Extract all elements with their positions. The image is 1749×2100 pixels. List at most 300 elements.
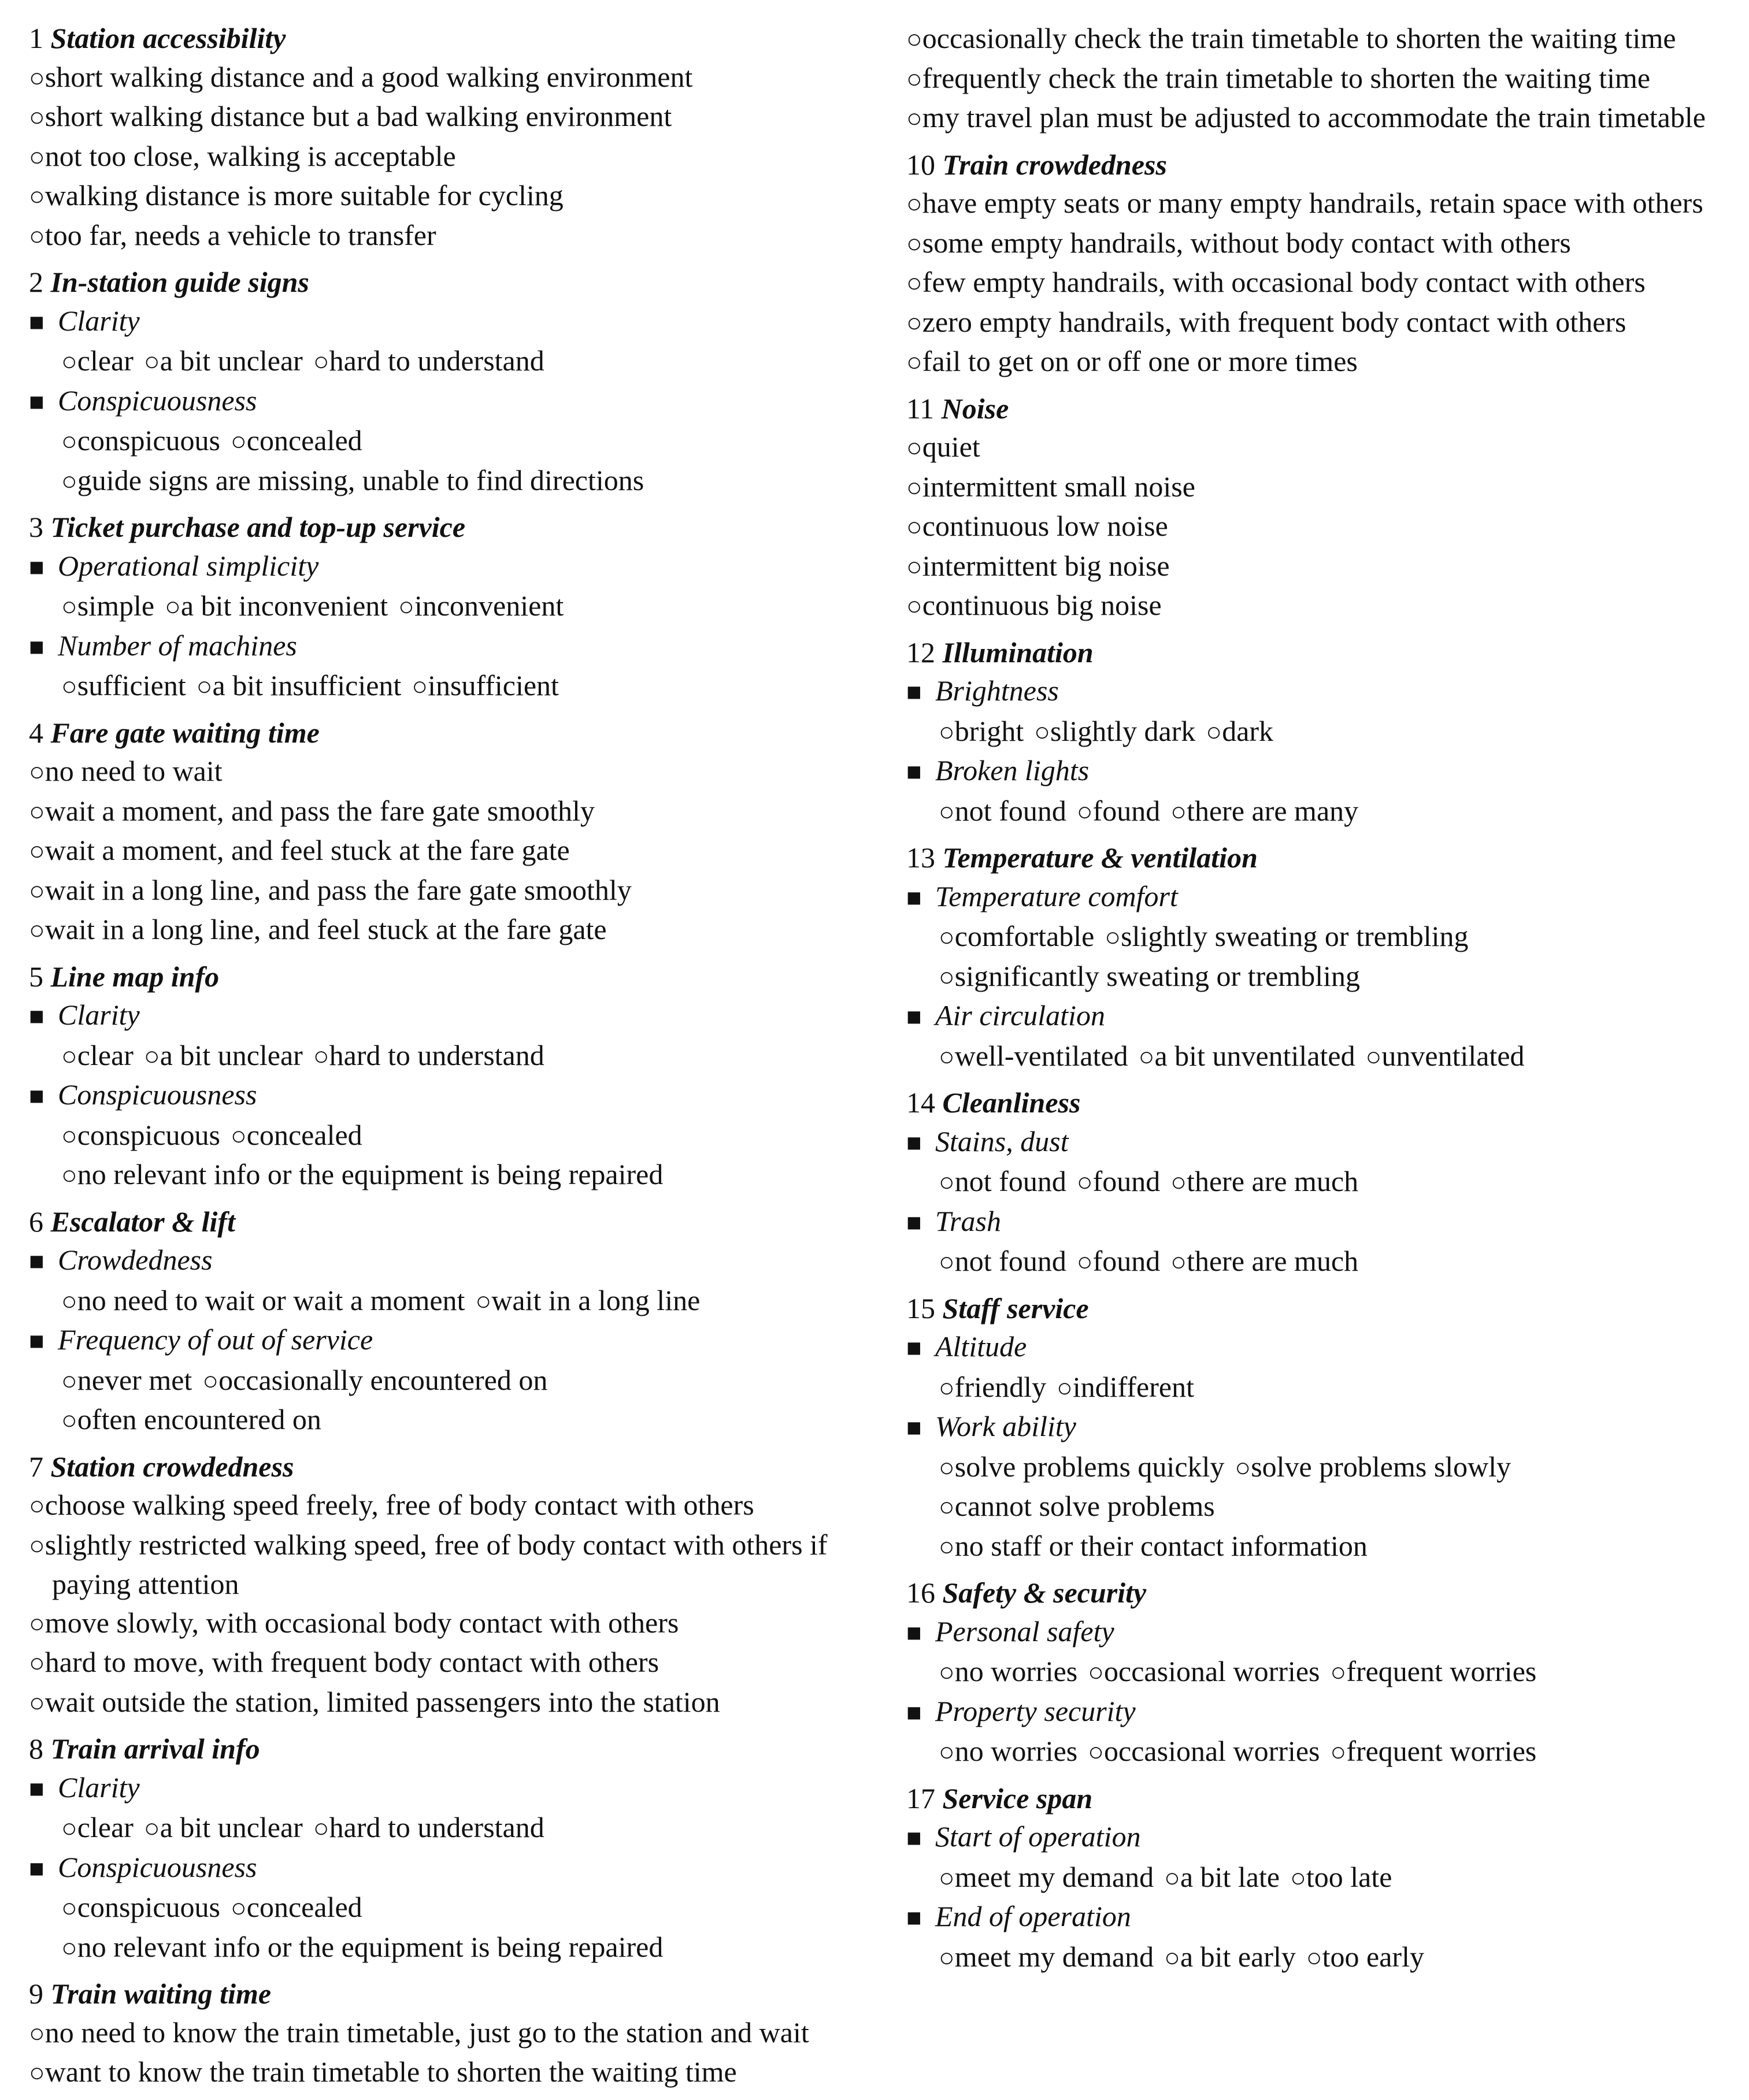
option-a-bit-unventilated[interactable] (1139, 1040, 1355, 1072)
question-header (29, 1730, 896, 1768)
radio-circle-icon[interactable]: ○ (1164, 1942, 1180, 1972)
option-label: meet my demand (954, 1940, 1154, 1973)
radio-circle-icon[interactable]: ○ (61, 466, 77, 496)
option-label: a bit inconvenient (180, 589, 388, 622)
option-wait-in-a-long-line-and-pass-the-fare-ga[interactable] (29, 871, 896, 911)
radio-circle-icon[interactable]: ○ (1170, 1247, 1187, 1277)
option-label: often encountered on (77, 1403, 321, 1435)
radio-circle-icon[interactable]: ○ (906, 433, 922, 462)
option-label: clear (77, 1038, 134, 1071)
subitem-label: Frequency of out of service (58, 1323, 373, 1356)
radio-circle-icon[interactable]: ○ (939, 1737, 955, 1767)
radio-circle-icon[interactable]: ○ (906, 307, 922, 337)
option-label: never met (77, 1363, 192, 1396)
option-conspicuous[interactable] (61, 1119, 220, 1151)
option-clear[interactable] (61, 1811, 134, 1843)
radio-circle-icon[interactable]: ○ (29, 1530, 45, 1560)
radio-circle-icon[interactable]: ○ (906, 103, 922, 133)
option-label: hard to understand (329, 1811, 544, 1843)
square-bullet-icon: ■ (29, 1082, 45, 1110)
option-not-too-close-walking-is-acceptable[interactable] (29, 137, 896, 177)
subitem-conspicuousness (29, 1848, 896, 1888)
option-label: occasionally encountered on (218, 1363, 548, 1396)
option-solve-problems-slowly[interactable] (1235, 1450, 1511, 1483)
radio-circle-icon[interactable]: ○ (939, 1492, 955, 1522)
option-found[interactable] (1077, 1165, 1160, 1197)
radio-circle-icon[interactable]: ○ (61, 426, 77, 456)
option-friendly[interactable] (939, 1371, 1046, 1403)
radio-circle-icon[interactable]: ○ (1076, 1167, 1093, 1197)
radio-circle-icon[interactable]: ○ (29, 836, 45, 866)
option-there-are-much[interactable] (1170, 1245, 1358, 1277)
option-there-are-many[interactable] (1170, 795, 1358, 827)
option-wait-outside-the-station-limited-passeng[interactable] (29, 1683, 896, 1723)
radio-circle-icon[interactable]: ○ (1164, 1862, 1180, 1893)
radio-circle-icon[interactable]: ○ (29, 1687, 45, 1717)
radio-circle-icon[interactable]: ○ (196, 671, 213, 701)
question-header (29, 508, 896, 547)
option-cannot-solve-problems[interactable] (939, 1490, 1215, 1522)
radio-circle-icon[interactable]: ○ (29, 875, 45, 906)
option-often-encountered-on[interactable] (61, 1403, 321, 1435)
option-wait-a-moment-and-pass-the-fare-gate-smo[interactable] (29, 792, 896, 832)
option-hard-to-understand[interactable] (313, 1039, 544, 1071)
radio-circle-icon[interactable]: ○ (143, 347, 160, 376)
option-clear[interactable] (61, 1039, 134, 1071)
option-hard-to-understand[interactable] (313, 1811, 544, 1843)
question-9 (29, 1975, 896, 2092)
radio-circle-icon[interactable]: ○ (61, 1286, 77, 1316)
option-label: hard to understand (329, 344, 544, 377)
radio-circle-icon[interactable]: ○ (143, 1041, 160, 1071)
option-no-relevant-info-or-the-equipment-is-bei[interactable] (61, 1931, 663, 1963)
option-no-worries[interactable] (939, 1735, 1077, 1767)
radio-circle-icon[interactable]: ○ (906, 268, 922, 298)
radio-circle-icon[interactable]: ○ (906, 347, 922, 377)
option-wait-in-a-long-line[interactable] (475, 1284, 700, 1316)
square-bullet-icon: ■ (29, 1854, 45, 1883)
radio-circle-icon[interactable]: ○ (29, 757, 45, 786)
option-found[interactable] (1077, 795, 1160, 827)
option-row (906, 792, 1739, 832)
option-no-need-to-know-the-train-timetable-just[interactable] (29, 2013, 896, 2053)
option-indifferent[interactable] (1057, 1371, 1194, 1403)
option-wait-a-moment-and-feel-stuck-at-the-fare[interactable] (29, 831, 896, 871)
question-number: 15 (906, 1292, 935, 1324)
radio-circle-icon[interactable]: ○ (231, 1121, 247, 1151)
option-row (29, 1155, 896, 1195)
radio-circle-icon[interactable]: ○ (1170, 1167, 1187, 1197)
question-15 (906, 1289, 1739, 1567)
option-clear[interactable] (61, 344, 134, 377)
radio-circle-icon[interactable]: ○ (29, 1648, 45, 1678)
subitem-label: Broken lights (935, 754, 1090, 786)
option-hard-to-move-with-frequent-body-contact-[interactable] (29, 1643, 896, 1683)
question-title: Train crowdedness (942, 148, 1167, 181)
option-label: no worries (954, 1655, 1078, 1687)
radio-circle-icon[interactable]: ○ (313, 1813, 329, 1843)
option-comfortable[interactable] (939, 920, 1094, 952)
radio-circle-icon[interactable]: ○ (61, 1893, 77, 1923)
radio-circle-icon[interactable]: ○ (1088, 1657, 1105, 1687)
option-meet-my-demand[interactable] (939, 1941, 1154, 1973)
option-label: move slowly, with occasional body contact with others (45, 1606, 679, 1639)
radio-circle-icon[interactable]: ○ (29, 796, 45, 826)
option-label: concealed (246, 424, 362, 457)
option-row (906, 1368, 1739, 1408)
radio-circle-icon[interactable]: ○ (939, 1452, 955, 1482)
option-continuous-big-noise[interactable] (906, 586, 1739, 626)
radio-circle-icon[interactable]: ○ (29, 102, 45, 132)
question-header (906, 1084, 1739, 1122)
radio-circle-icon[interactable]: ○ (1170, 796, 1187, 826)
option-label: occasional worries (1104, 1655, 1320, 1687)
option-a-bit-late[interactable] (1164, 1861, 1280, 1893)
subitem-brightness (906, 671, 1739, 712)
radio-circle-icon[interactable]: ○ (231, 426, 247, 456)
option-label: conspicuous (77, 424, 220, 457)
radio-circle-icon[interactable]: ○ (412, 671, 428, 701)
option-label: solve problems quickly (954, 1450, 1225, 1483)
radio-circle-icon[interactable]: ○ (313, 1041, 329, 1071)
question-8 (29, 1730, 896, 1967)
option-never-met[interactable] (61, 1364, 192, 1396)
option-intermittent-small-noise[interactable] (906, 468, 1739, 507)
radio-circle-icon[interactable]: ○ (1330, 1737, 1347, 1767)
option-label: concealed (246, 1891, 362, 1923)
option-have-empty-seats-or-many-empty-handrails[interactable] (906, 184, 1739, 224)
radio-circle-icon[interactable]: ○ (906, 512, 922, 541)
option-dark[interactable] (1206, 715, 1273, 747)
subitem-clarity (29, 302, 896, 342)
option-some-empty-handrails-without-body-contac[interactable] (906, 224, 1739, 264)
radio-circle-icon[interactable]: ○ (1088, 1737, 1105, 1767)
option-label: there are many (1187, 794, 1359, 827)
option-choose-walking-speed-freely-free-of-body[interactable] (29, 1486, 896, 1526)
question-header (906, 1779, 1739, 1818)
radio-circle-icon[interactable]: ○ (1138, 1041, 1155, 1071)
option-row (29, 1116, 896, 1156)
option-short-walking-distance-and-a-good-walkin[interactable] (29, 58, 896, 98)
option-continuous-low-noise[interactable] (906, 507, 1739, 547)
radio-circle-icon[interactable]: ○ (906, 228, 922, 258)
radio-circle-icon[interactable]: ○ (61, 1041, 77, 1071)
question-title: Fare gate waiting time (50, 716, 320, 749)
option-label: solve problems slowly (1251, 1450, 1511, 1483)
subitem-label: Clarity (58, 304, 140, 337)
option-no-need-to-wait-or-wait-a-moment[interactable] (61, 1284, 465, 1316)
option-label: have empty seats or many empty handrails, retain space with others (922, 187, 1703, 219)
question-number: 14 (906, 1086, 935, 1119)
option-significantly-sweating-or-trembling[interactable] (939, 960, 1360, 992)
option-row (29, 342, 896, 381)
option-conspicuous[interactable] (61, 424, 220, 457)
subitem-conspicuousness (29, 381, 896, 422)
square-bullet-icon: ■ (906, 758, 922, 786)
radio-circle-icon[interactable]: ○ (939, 922, 955, 952)
option-found[interactable] (1077, 1245, 1160, 1277)
question-header (29, 19, 896, 58)
radio-circle-icon[interactable]: ○ (939, 796, 955, 826)
option-bright[interactable] (939, 715, 1024, 747)
option-walking-distance-is-more-suitable-for-cy[interactable] (29, 176, 896, 216)
option-label: short walking distance but a bad walking environment (45, 100, 672, 132)
option-conspicuous[interactable] (61, 1891, 220, 1923)
option-label: choose walking speed freely, free of body contact with others (45, 1489, 754, 1521)
option-too-early[interactable] (1306, 1941, 1424, 1973)
radio-circle-icon[interactable]: ○ (29, 2018, 45, 2048)
subitem-clarity (29, 1768, 896, 1809)
question-title: Temperature & ventilation (942, 841, 1258, 874)
option-slightly-dark[interactable] (1034, 715, 1195, 747)
radio-circle-icon[interactable]: ○ (61, 1813, 77, 1843)
option-label: no staff or their contact information (954, 1529, 1368, 1562)
option-move-slowly-with-occasional-body-contact[interactable] (29, 1604, 896, 1643)
option-label: frequently check the train timetable to shorten the waiting time (922, 61, 1651, 94)
question-title: Station crowdedness (50, 1450, 294, 1483)
radio-circle-icon[interactable]: ○ (1235, 1452, 1251, 1482)
question-16 (906, 1574, 1739, 1772)
option-label: comfortable (954, 920, 1095, 952)
radio-circle-icon[interactable]: ○ (29, 1491, 45, 1520)
radio-circle-icon[interactable]: ○ (906, 551, 922, 581)
option-no-need-to-wait[interactable] (29, 752, 896, 792)
option-row (29, 461, 896, 501)
option-too-late[interactable] (1290, 1861, 1392, 1893)
option-fail-to-get-on-or-off-one-or-more-times[interactable] (906, 342, 1739, 382)
option-unventilated[interactable] (1366, 1040, 1525, 1072)
question-header (29, 714, 896, 752)
right-column (906, 19, 1739, 1984)
option-occasional-worries[interactable] (1088, 1735, 1320, 1767)
radio-circle-icon[interactable]: ○ (165, 592, 181, 621)
radio-circle-icon[interactable]: ○ (61, 592, 77, 621)
option-insufficient[interactable] (412, 669, 559, 702)
option-a-bit-inconvenient[interactable] (165, 589, 388, 622)
option-label: a bit insufficient (212, 669, 402, 702)
option-a-bit-unclear[interactable] (144, 344, 303, 377)
option-label: occasionally check the train timetable to shorten the waiting time (922, 22, 1676, 54)
radio-circle-icon[interactable]: ○ (939, 717, 955, 747)
question-title: Service span (942, 1782, 1093, 1815)
question-title: Ticket purchase and top-up service (50, 511, 466, 543)
subitem-start-of-operation (906, 1817, 1739, 1858)
subitem-label: Stains, dust (935, 1125, 1069, 1157)
radio-circle-icon[interactable]: ○ (143, 1813, 160, 1843)
option-too-far-needs-a-vehicle-to-transfer[interactable] (29, 216, 896, 256)
question-number: 4 (29, 716, 43, 749)
option-solve-problems-quickly[interactable] (939, 1450, 1224, 1483)
option-row (29, 1036, 896, 1076)
radio-circle-icon[interactable]: ○ (61, 1405, 77, 1435)
radio-circle-icon[interactable]: ○ (29, 915, 45, 945)
option-no-worries[interactable] (939, 1655, 1077, 1687)
radio-circle-icon[interactable]: ○ (1206, 717, 1222, 747)
option-a-bit-insufficient[interactable] (197, 669, 402, 702)
radio-circle-icon[interactable]: ○ (61, 1160, 77, 1190)
option-a-bit-unclear[interactable] (144, 1039, 303, 1071)
option-concealed[interactable] (231, 1119, 362, 1151)
radio-circle-icon[interactable]: ○ (1076, 796, 1093, 826)
radio-circle-icon[interactable]: ○ (1076, 1247, 1093, 1277)
option-there-are-much[interactable] (1170, 1165, 1358, 1197)
option-hard-to-understand[interactable] (313, 344, 544, 377)
radio-circle-icon[interactable]: ○ (939, 1167, 955, 1197)
radio-circle-icon[interactable]: ○ (1330, 1657, 1347, 1687)
radio-circle-icon[interactable]: ○ (29, 221, 45, 251)
option-my-travel-plan-must-be-adjusted-to-accom[interactable] (906, 98, 1739, 138)
radio-circle-icon[interactable]: ○ (1365, 1041, 1382, 1071)
question-number: 3 (29, 511, 43, 543)
radio-circle-icon[interactable]: ○ (61, 1121, 77, 1151)
option-sufficient[interactable] (61, 669, 186, 702)
option-no-staff-or-their-contact-information[interactable] (939, 1530, 1368, 1562)
option-occasional-worries[interactable] (1088, 1655, 1320, 1687)
option-guide-signs-are-missing-unable-to-find-d[interactable] (61, 464, 644, 496)
radio-circle-icon[interactable]: ○ (1034, 717, 1051, 747)
option-label: want to know the train timetable to shorten the waiting time (45, 2056, 737, 2088)
option-label: no need to wait or wait a moment (77, 1283, 465, 1316)
option-wait-in-a-long-line-and-feel-stuck-at-th[interactable] (29, 910, 896, 950)
subitem-label: Number of machines (58, 629, 297, 662)
option-want-to-know-the-train-timetable-to-shor[interactable] (29, 2053, 896, 2092)
option-occasionally-encountered-on[interactable] (202, 1364, 547, 1396)
option-concealed[interactable] (231, 424, 362, 457)
square-bullet-icon: ■ (29, 1327, 45, 1355)
option-not-found[interactable] (939, 795, 1066, 827)
square-bullet-icon: ■ (906, 1618, 922, 1647)
radio-circle-icon[interactable]: ○ (61, 347, 77, 376)
radio-circle-icon[interactable]: ○ (939, 1657, 955, 1687)
radio-circle-icon[interactable]: ○ (475, 1286, 492, 1316)
option-label: found (1092, 1245, 1161, 1277)
subitem-end-of-operation (906, 1897, 1739, 1938)
radio-circle-icon[interactable]: ○ (61, 671, 77, 701)
option-frequently-check-the-train-timetable-to-[interactable] (906, 59, 1739, 99)
radio-circle-icon[interactable]: ○ (906, 591, 922, 621)
radio-circle-icon[interactable]: ○ (202, 1366, 219, 1396)
radio-circle-icon[interactable]: ○ (939, 1041, 955, 1071)
radio-circle-icon[interactable]: ○ (939, 1942, 955, 1972)
option-label: some empty handrails, without body contact with others (922, 226, 1571, 259)
option-label: no need to know the train timetable, just go to the station and wait (45, 2016, 809, 2049)
radio-circle-icon[interactable]: ○ (61, 1932, 77, 1962)
radio-circle-icon[interactable]: ○ (906, 24, 922, 54)
question-number: 10 (906, 148, 935, 181)
question-header (29, 958, 896, 996)
option-a-bit-early[interactable] (1164, 1941, 1296, 1973)
option-zero-empty-handrails-with-frequent-body-[interactable] (906, 303, 1739, 343)
option-label: hard to move, with frequent body contact with others (45, 1646, 659, 1678)
radio-circle-icon[interactable]: ○ (231, 1893, 247, 1923)
option-label: not found (954, 1245, 1066, 1277)
radio-circle-icon[interactable]: ○ (1290, 1862, 1306, 1893)
question-title: Illumination (942, 636, 1094, 669)
option-not-found[interactable] (939, 1165, 1066, 1197)
option-label: conspicuous (77, 1891, 220, 1923)
option-row (29, 1361, 896, 1401)
radio-circle-icon[interactable]: ○ (939, 1372, 955, 1403)
option-concealed[interactable] (231, 1891, 362, 1923)
option-row (29, 1808, 896, 1848)
option-label: quiet (922, 431, 980, 463)
question-header (29, 263, 896, 302)
radio-circle-icon[interactable]: ○ (939, 1862, 955, 1893)
radio-circle-icon[interactable]: ○ (1105, 922, 1121, 952)
option-row (29, 587, 896, 626)
question-10 (906, 146, 1739, 382)
option-simple[interactable] (61, 589, 154, 622)
option-label: clear (77, 344, 134, 377)
question-header (906, 633, 1739, 672)
question-number: 2 (29, 266, 43, 298)
option-label: sufficient (77, 669, 186, 702)
option-label: a bit unclear (160, 1038, 303, 1071)
option-slightly-restricted-walking-speed-free-o[interactable] (29, 1526, 896, 1604)
subitem-label: Clarity (58, 1771, 140, 1804)
option-intermittent-big-noise[interactable] (906, 547, 1739, 587)
option-label: continuous low noise (922, 510, 1168, 542)
question-number: 9 (29, 1977, 43, 2010)
question-number: 8 (29, 1732, 43, 1765)
radio-circle-icon[interactable]: ○ (939, 962, 955, 992)
option-occasionally-check-the-train-timetable-t[interactable] (906, 19, 1739, 59)
subitem-label: Property security (935, 1694, 1136, 1727)
radio-circle-icon[interactable]: ○ (398, 592, 414, 621)
radio-circle-icon[interactable]: ○ (29, 1608, 45, 1638)
option-short-walking-distance-but-a-bad-walking[interactable] (29, 97, 896, 137)
option-label: my travel plan must be adjusted to accommodate the train timetable (922, 101, 1706, 133)
radio-circle-icon[interactable]: ○ (1306, 1942, 1322, 1972)
radio-circle-icon[interactable]: ○ (29, 181, 45, 211)
radio-circle-icon[interactable]: ○ (29, 2058, 45, 2087)
option-not-found[interactable] (939, 1245, 1066, 1277)
option-frequent-worries[interactable] (1331, 1655, 1537, 1687)
option-frequent-worries[interactable] (1331, 1735, 1537, 1767)
option-no-relevant-info-or-the-equipment-is-bei[interactable] (61, 1158, 663, 1190)
option-meet-my-demand[interactable] (939, 1861, 1154, 1893)
option-few-empty-handrails-with-occasional-body[interactable] (906, 263, 1739, 303)
option-label: unventilated (1381, 1039, 1525, 1072)
subitem-label: Crowdedness (58, 1244, 213, 1276)
option-well-ventilated[interactable] (939, 1040, 1128, 1072)
radio-circle-icon[interactable]: ○ (61, 1366, 77, 1396)
question-title: Train waiting time (50, 1977, 272, 2010)
radio-circle-icon[interactable]: ○ (313, 347, 329, 376)
radio-circle-icon[interactable]: ○ (939, 1531, 955, 1561)
subitem-work-ability (906, 1407, 1739, 1448)
option-slightly-sweating-or-trembling[interactable] (1105, 920, 1468, 952)
question-14 (906, 1084, 1739, 1282)
question-number: 6 (29, 1205, 43, 1238)
option-a-bit-unclear[interactable] (144, 1811, 303, 1843)
option-label: guide signs are missing, unable to find directions (77, 463, 644, 496)
radio-circle-icon[interactable]: ○ (906, 472, 922, 502)
subitem-label: End of operation (935, 1900, 1131, 1932)
option-row (906, 1732, 1739, 1772)
radio-circle-icon[interactable]: ○ (29, 62, 45, 92)
radio-circle-icon[interactable]: ○ (1057, 1372, 1073, 1403)
option-quiet[interactable] (906, 428, 1739, 468)
radio-circle-icon[interactable]: ○ (939, 1247, 955, 1277)
subitem-label: Operational simplicity (58, 549, 319, 582)
radio-circle-icon[interactable]: ○ (29, 142, 45, 172)
option-label: too far, needs a vehicle to transfer (45, 218, 436, 251)
option-inconvenient[interactable] (398, 589, 564, 622)
radio-circle-icon[interactable]: ○ (906, 64, 922, 94)
radio-circle-icon[interactable]: ○ (906, 189, 922, 218)
option-label: insufficient (428, 669, 559, 702)
